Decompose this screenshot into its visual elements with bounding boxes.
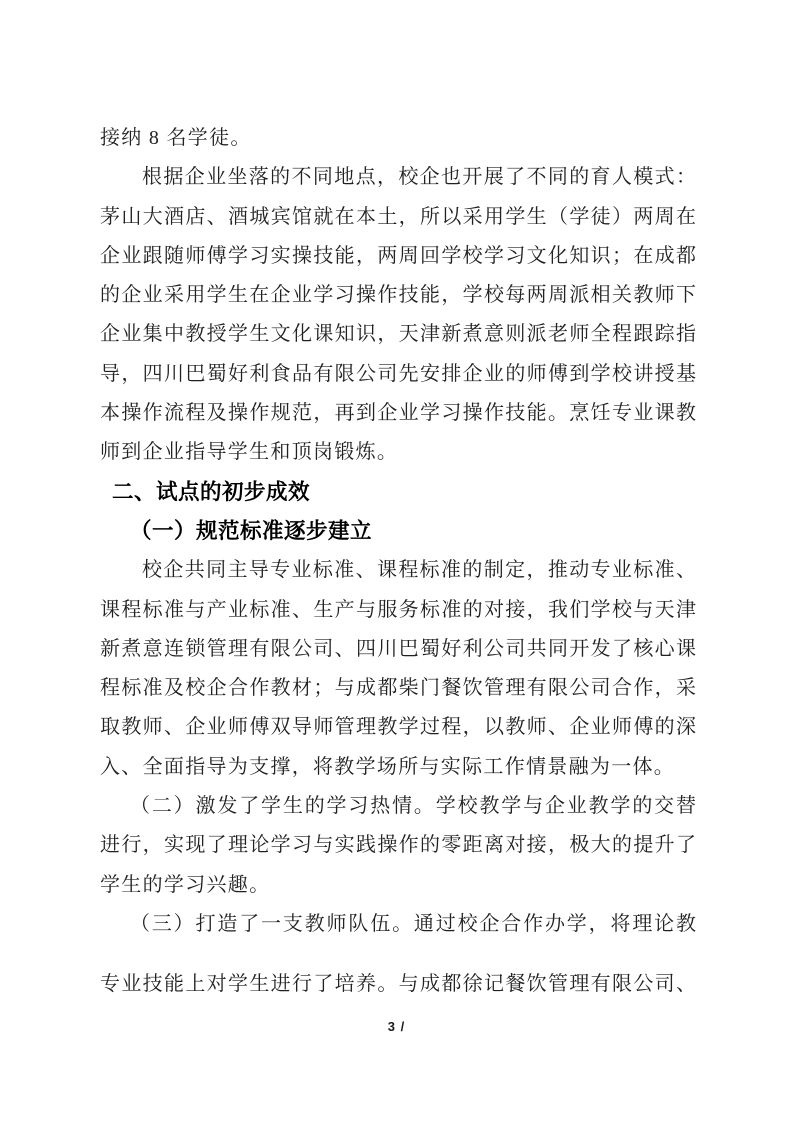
- text-line: （三）打造了一支教师队伍。通过校企合作办学，将理论教: [130, 912, 696, 935]
- text-line: 本操作流程及操作规范，再到企业学习操作技能。烹饪专业课教: [100, 402, 696, 425]
- text-line: 企业集中教授学生文化课知识，天津新煮意则派老师全程跟踪指: [100, 323, 696, 346]
- document-body: [100, 119, 696, 1005]
- text-line: （二）激发了学生的学习热情。学校教学与企业教学的交替: [130, 795, 696, 818]
- text-line: 导，四川巴蜀好利食品有限公司先安排企业的师傅到学校讲授基: [100, 362, 696, 385]
- text-line: 学生的学习兴趣。: [100, 873, 271, 896]
- page-number: 3 /: [387, 1019, 406, 1034]
- section-heading: 二、试点的初步成效: [112, 479, 311, 504]
- text-line: 入、全面指导为支撑，将教学场所与实际工作情景融为一体。: [100, 755, 676, 778]
- text-line: 取教师、企业师傅双导师管理教学过程，以教师、企业师傅的深: [100, 716, 696, 739]
- text-line: 茅山大酒店、酒城宾馆就在本土，所以采用学生（学徒）两周在: [100, 205, 696, 228]
- text-line: 程标准及校企合作教材；与成都柴门餐饮管理有限公司合作，采: [100, 677, 696, 700]
- text-line: 根据企业坐落的不同地点，校企也开展了不同的育人模式：: [142, 166, 696, 189]
- text-line: 师到企业指导学生和顶岗锻炼。: [100, 441, 399, 464]
- text-line: 课程标准与产业标准、生产与服务标准的对接，我们学校与天津: [100, 598, 696, 621]
- text-line: 企业跟随师傅学习实操技能，两周回学校学习文化知识；在成都: [100, 244, 696, 267]
- text-line: 新煮意连锁管理有限公司、四川巴蜀好利公司共同开发了核心课: [100, 637, 696, 660]
- text-line: 校企共同主导专业标准、课程标准的制定，推动专业标准、: [142, 559, 696, 582]
- text-line: 接纳 8 名学徒。: [100, 127, 252, 149]
- text-line: 的企业采用学生在企业学习操作技能，学校每两周派相关教师下: [100, 284, 696, 307]
- text-line: 专业技能上对学生进行了培养。与成都徐记餐饮管理有限公司、: [100, 973, 696, 996]
- subsection-heading: （一）规范标准逐步建立: [130, 518, 373, 543]
- text-line: 进行，实现了理论学习与实践操作的零距离对接，极大的提升了: [100, 834, 696, 857]
